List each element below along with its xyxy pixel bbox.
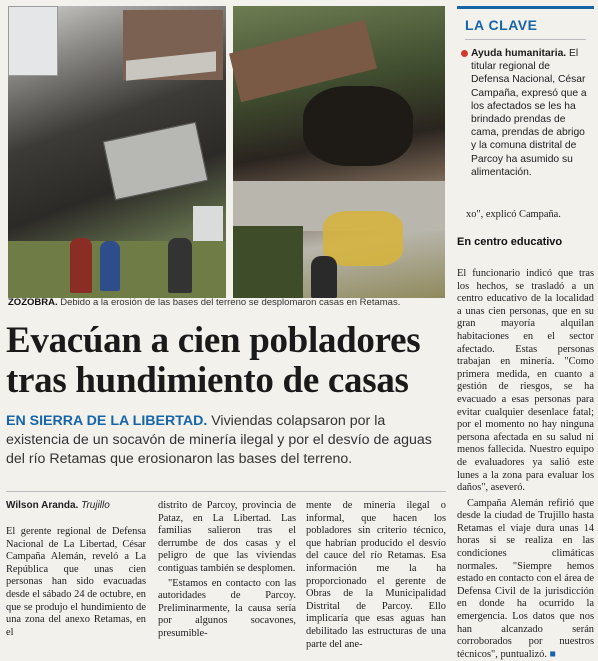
sidebar-title: LA CLAVE <box>465 17 538 33</box>
body-column-4 <box>457 268 594 661</box>
sidebar-item-text: El titular regional de Defensa Nacional, César Campaña, expresó que a los afectados se les ha brindado prendas de cama, prendas de abrigo y la comuna distrital de Parcoy ha asumido su alimentación. <box>471 48 587 178</box>
byline-city: Trujillo <box>81 500 110 511</box>
column-4-paragraph-2-text: Campaña Alemán refirió que desde la ciudad de Trujillo hasta Retamas el viaje dura unas 14 horas si se realiza en las condiciones climáticas normales. "Siempre hemos estado en contacto con el área de Defensa Civil de la jurisdicción en donde ha ocurrido la emergencia. Los datos que nos han alcanzado serán corroborados por nuestros técnicos", puntualizó. <box>457 497 594 660</box>
subhead-centro-educativo: En centro educativo <box>457 236 563 248</box>
headline-line-2: tras hundimiento de casas <box>6 360 409 401</box>
byline <box>6 500 146 511</box>
sidebar-item-label: Ayuda humanitaria. <box>471 48 567 59</box>
column-3-text: mente de minería ilegal o informal, que hacen los pobladores sin criterio técnico, que habrían producido el desvío del cauce del río Retamas. Esa información me la ha proporcionado el gerente de Obras de la Municipalidad Distrital de Parcoy. Ello implicaría que esas aguas han debilitado las estructuras de una parte del ane- <box>306 500 446 650</box>
sidebar-la-clave <box>457 6 594 203</box>
column-2-paragraph-2: "Estamos en contacto con las autoridades de Parcoy. Preliminarmente, la causa sería por algunos socavones, presumible- <box>158 577 296 639</box>
column-4-paragraph-2 <box>457 498 594 661</box>
caption-label: ZOZOBRA. <box>8 297 58 308</box>
sidebar-item <box>457 40 594 179</box>
body-column-3 <box>306 500 446 651</box>
lead-text: Viviendas colapsaron por la existencia de un socavón de minería ilegal y por el desvío de aguas del río Retamas que erosionaron las bases del terreno. <box>6 413 432 467</box>
photo-caption <box>8 297 445 308</box>
photo-collapsed-houses <box>8 6 226 298</box>
body-column-2 <box>158 500 296 641</box>
headline <box>6 321 446 401</box>
bullet-icon <box>461 50 468 57</box>
byline-author: Wilson Aranda. <box>6 500 79 511</box>
column-2-paragraph-1: distrito de Parcoy, provincia de Pataz, en La Libertad. Las familias salieron tras el derrumbe de dos casas y el peligro de que las viviendas contiguas también se desplomen. <box>158 500 296 574</box>
lead-paragraph <box>6 412 446 469</box>
photo-river-erosion <box>233 6 445 298</box>
end-mark-icon: ■ <box>549 648 556 660</box>
column-4-continuation: xo", explicó Campaña. <box>466 209 561 220</box>
column-4-paragraph-1: El funcionario indicó que tras los hechos, se trasladó a un centro educativo de la localidad a unas cien personas, que en su gran mayoría alquilan habitaciones en el sector afectado. Estas personas trabajan en minería. "Como primera medida, en cuanto a gestión de riesgos, se ha evacuado a esas personas para evitar cualquier desenlace fatal; por el momento no hay ninguna persona afectada en su salud ni menos fallecida. Nuestro equipo de evaluadores ya salió este lunes a la zona para evaluar los daños", aseveró. <box>457 268 594 494</box>
body-column-1 <box>6 526 146 639</box>
byline-divider <box>6 491 446 492</box>
lead-kicker: EN SIERRA DE LA LIBERTAD. <box>6 413 208 429</box>
caption-text: Debido a la erosión de las bases del terreno se desplomaron casas en Retamas. <box>60 297 401 308</box>
headline-line-1: Evacúan a cien pobladores <box>6 320 421 361</box>
column-1-text: El gerente regional de Defensa Nacional de La Libertad, César Campaña Alemán, reveló a La República que unas cien personas han sido evacuadas desde el sábado 24 de octubre, en que se produjo el hundimiento de una zona del anexo Retamas, en el <box>6 526 146 638</box>
